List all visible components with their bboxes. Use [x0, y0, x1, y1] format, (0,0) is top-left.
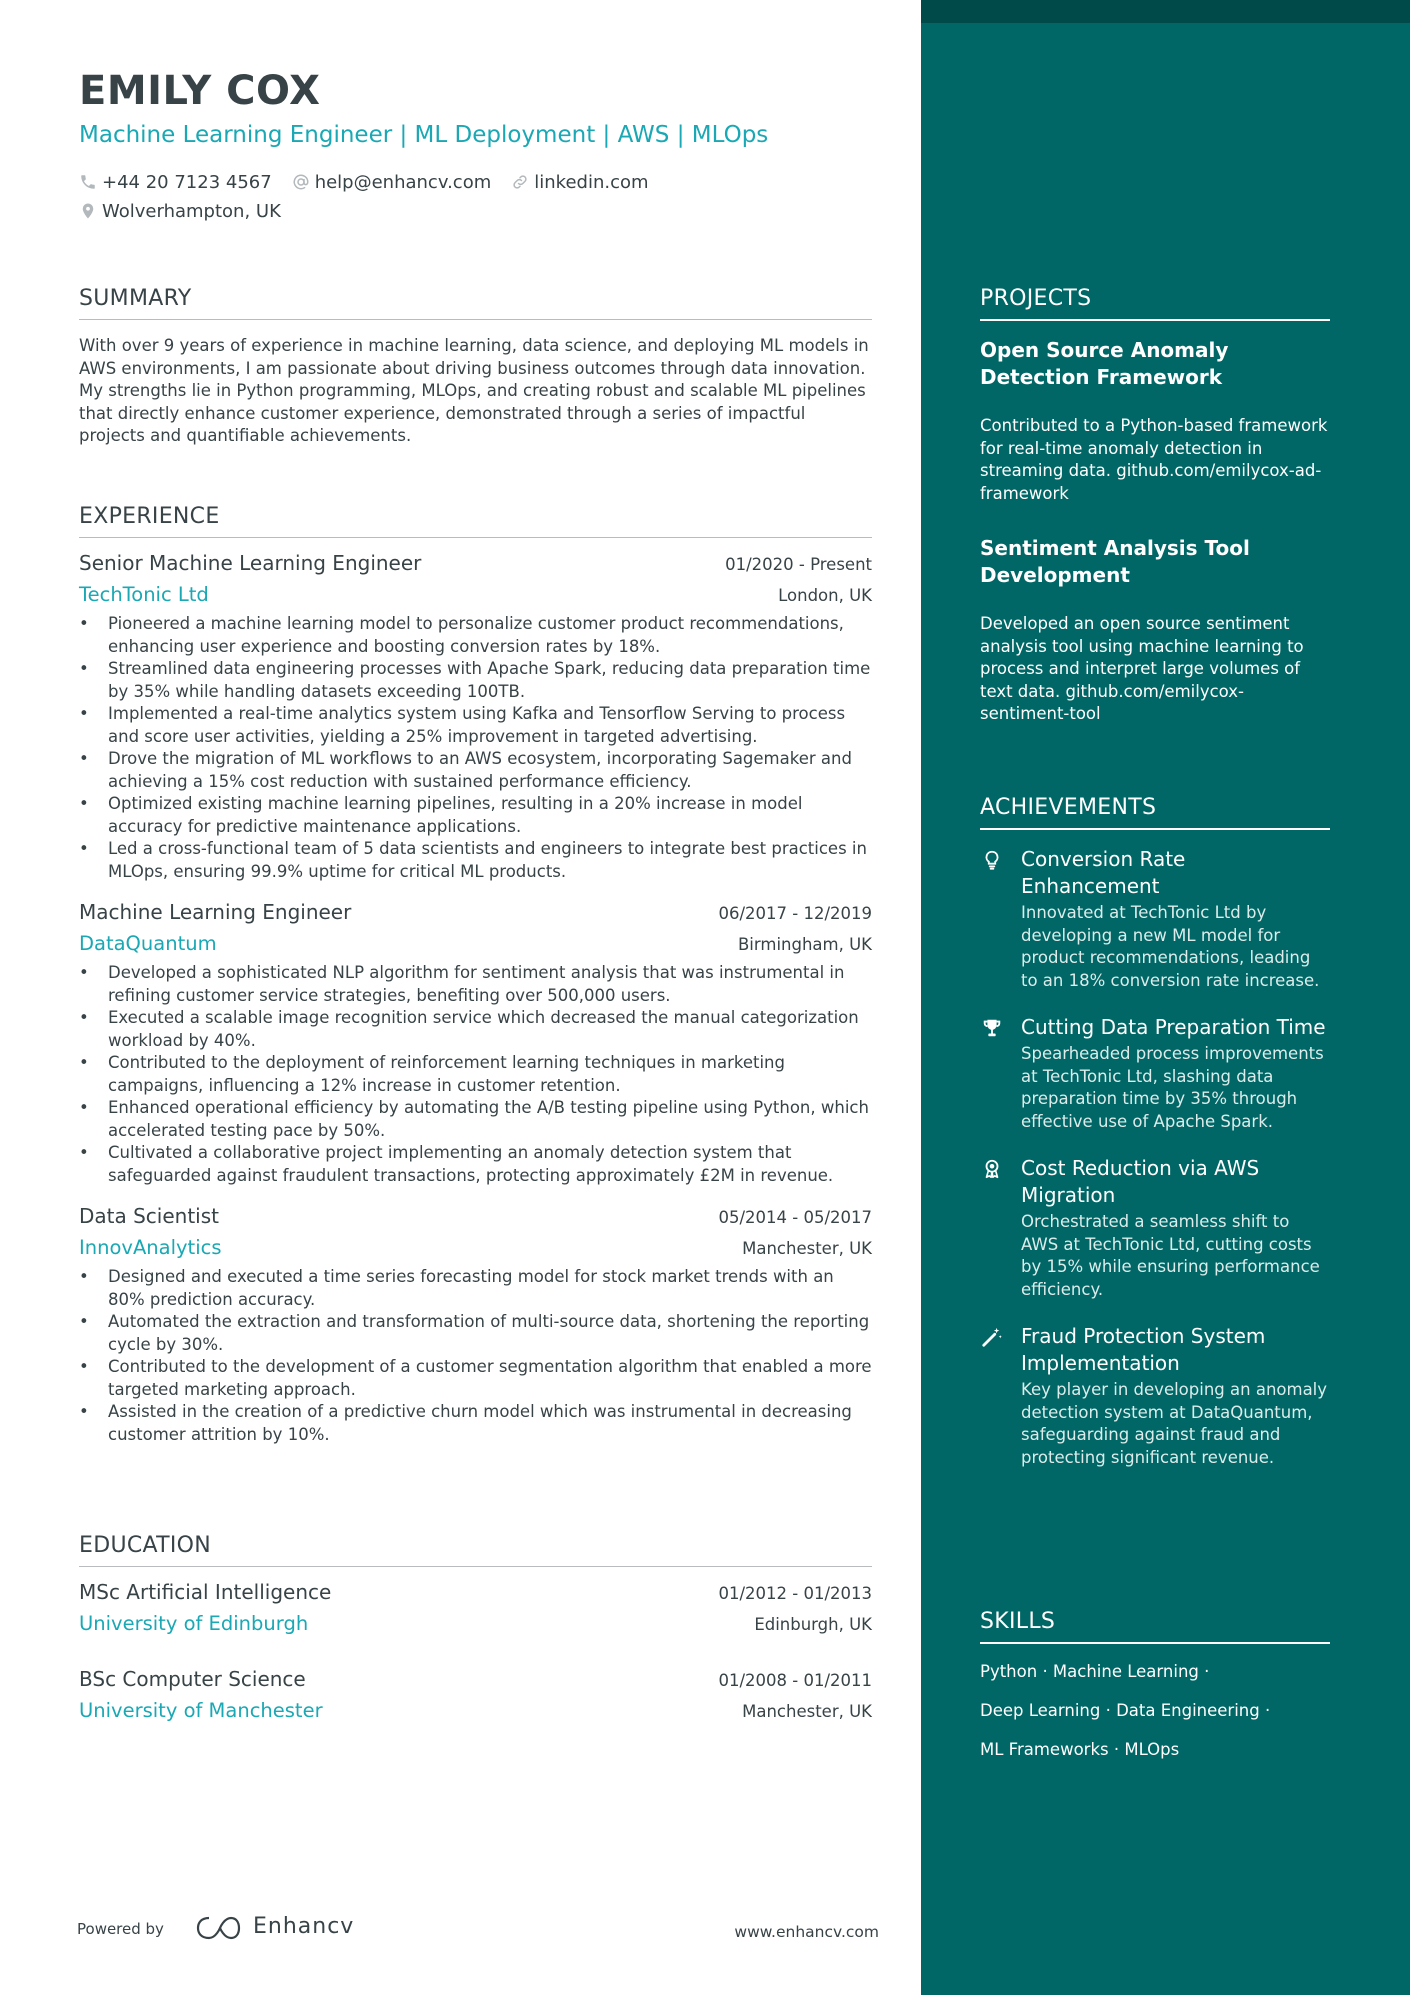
achievement-title: Cost Reduction via AWS Migration [1021, 1156, 1260, 1207]
bullet-item: • Automated the extraction and transformation of multi-source data, shortening the reporting cycle by 30%. [79, 1311, 872, 1356]
job-title: Data Scientist [79, 1204, 219, 1228]
candidate-name: EMILY COX [79, 68, 321, 114]
magic-wand-icon [981, 1326, 1003, 1348]
skills-line: Python · Machine Learning · [980, 1662, 1210, 1681]
summary-title: SUMMARY [79, 286, 872, 320]
headline: Machine Learning Engineer | ML Deployment | AWS | MLOps [79, 122, 769, 148]
project-entry [980, 337, 1330, 505]
job-company: TechTonic Ltd [79, 583, 209, 606]
location-text: Wolverhampton, UK [102, 200, 281, 222]
bullet-item: • Enhanced operational efficiency by automating the A/B testing pipeline using Python, which accelerated testing pace by 50%. [79, 1097, 872, 1142]
project-description: Developed an open source sentiment analysis tool using machine learning to process and interpret large volumes of text data. github.com/emilycox-sentiment-tool [980, 614, 1304, 723]
school: University of Edinburgh [79, 1612, 309, 1635]
achievement-description: Key player in developing an anomaly detection system at DataQuantum, safeguarding against fraud and protecting significant revenue. [1021, 1380, 1328, 1467]
bullet-item: • Executed a scalable image recognition service which decreased the manual categorization workload by 40%. [79, 1007, 872, 1052]
medal-icon [981, 1158, 1003, 1180]
achievements-section [980, 795, 1330, 1469]
school: University of Manchester [79, 1699, 323, 1722]
enhancv-logo-icon[interactable] [195, 1914, 241, 1942]
contact-info [79, 170, 669, 228]
projects-title: PROJECTS [980, 286, 1330, 321]
summary-section [79, 286, 872, 448]
contact-linkedin[interactable] [511, 172, 648, 193]
education-entry [79, 1667, 872, 1729]
job-entry [79, 551, 872, 883]
lightbulb-icon [981, 849, 1003, 871]
project-title: Open Source Anomaly Detection Framework [980, 338, 1229, 389]
job-title: Senior Machine Learning Engineer [79, 551, 422, 575]
bullet-item: • Designed and executed a time series forecasting model for stock market trends with an 80% prediction accuracy. [79, 1266, 872, 1311]
skills-line: ML Frameworks · MLOps [980, 1740, 1180, 1759]
job-dates: 06/2017 - 12/2019 [718, 904, 872, 923]
achievement-title: Cutting Data Preparation Time [1021, 1015, 1326, 1039]
job-location: Birmingham, UK [737, 935, 872, 954]
achievement-entry [980, 846, 1330, 992]
job-dates: 01/2020 - Present [725, 555, 872, 574]
website-link[interactable]: www.enhancv.com [734, 1923, 879, 1941]
location-pin-icon [79, 202, 97, 220]
contact-phone[interactable] [79, 172, 272, 193]
job-entry [79, 1204, 872, 1446]
education-title: EDUCATION [79, 1533, 872, 1567]
brand-name[interactable]: Enhancv [253, 1914, 355, 1939]
bullet-item: • Drove the migration of ML workflows to an AWS ecosystem, incorporating Sagemaker and achieving a 15% cost reduction with sustained performance efficiency. [79, 748, 872, 793]
education-entry [79, 1580, 872, 1642]
education-section [79, 1533, 872, 1729]
linkedin-link: linkedin.com [534, 171, 649, 193]
achievement-title: Conversion Rate Enhancement [1021, 847, 1186, 898]
trophy-icon [981, 1017, 1003, 1039]
achievement-description: Innovated at TechTonic Ltd by developing a new ML model for product recommendations, leading to an 18% conversion rate increase. [1021, 903, 1320, 990]
skills-line: Deep Learning · Data Engineering · [980, 1701, 1271, 1720]
project-title: Sentiment Analysis Tool Development [980, 536, 1250, 587]
powered-by-label: Powered by [77, 1920, 164, 1938]
phone-number: +44 20 7123 4567 [102, 171, 272, 193]
summary-text: With over 9 years of experience in machine learning, data science, and deploying ML models in AWS environments, I am passionate about driving business outcomes through data innovation. My strengths lie in Python programming, MLOps, and creating robust and scalable ML pipelines that directly enhance customer experience, demonstrated through a series of impactful projects and quantifiable achievements. [79, 336, 869, 445]
bullet-item: • Cultivated a collaborative project implementing an anomaly detection system that safeguarded against fraudulent transactions, protecting approximately £2M in revenue. [79, 1142, 872, 1187]
degree: BSc Computer Science [79, 1667, 306, 1691]
bullet-item: • Contributed to the deployment of reinforcement learning techniques in marketing campaigns, influencing a 12% increase in customer retention. [79, 1052, 872, 1097]
contact-email[interactable] [292, 172, 492, 193]
job-location: Manchester, UK [742, 1239, 872, 1258]
job-bullets [79, 962, 872, 1187]
education-dates: 01/2012 - 01/2013 [718, 1584, 872, 1603]
bullet-item: • Developed a sophisticated NLP algorithm for sentiment analysis that was instrumental in refining customer service strategies, benefiting over 500,000 users. [79, 962, 872, 1007]
bullet-item: • Implemented a real-time analytics system using Kafka and Tensorflow Serving to process and score user activities, yielding a 25% improvement in targeted advertising. [79, 703, 872, 748]
email-address: help@enhancv.com [314, 171, 492, 193]
degree: MSc Artificial Intelligence [79, 1580, 332, 1604]
achievement-description: Spearheaded process improvements at TechTonic Ltd, slashing data preparation time by 35% through effective use of Apache Spark. [1021, 1044, 1324, 1131]
footer [77, 1912, 879, 1952]
achievement-description: Orchestrated a seamless shift to AWS at TechTonic Ltd, cutting costs by 15% while ensuring performance efficiency. [1021, 1212, 1320, 1299]
projects-section [980, 286, 1330, 726]
bullet-item: • Led a cross-functional team of 5 data scientists and engineers to integrate best practices in MLOps, ensuring 99.9% uptime for critical ML products. [79, 838, 872, 883]
school-location: Manchester, UK [742, 1702, 872, 1721]
job-entry [79, 900, 872, 1187]
bullet-item: • Assisted in the creation of a predictive churn model which was instrumental in decreasing customer attrition by 10%. [79, 1401, 872, 1446]
skills-title: SKILLS [980, 1609, 1330, 1644]
education-dates: 01/2008 - 01/2011 [718, 1671, 872, 1690]
achievements-title: ACHIEVEMENTS [980, 795, 1330, 830]
bullet-item: • Streamlined data engineering processes with Apache Spark, reducing data preparation time by 35% while handling datasets exceeding 100TB. [79, 658, 872, 703]
sidebar-top-bar [921, 0, 1410, 23]
project-entry [980, 535, 1330, 726]
job-bullets [79, 1266, 872, 1446]
job-dates: 05/2014 - 05/2017 [718, 1208, 872, 1227]
achievement-entry [980, 1323, 1330, 1469]
experience-title: EXPERIENCE [79, 504, 872, 538]
school-location: Edinburgh, UK [754, 1615, 872, 1634]
job-bullets [79, 613, 872, 883]
achievement-entry [980, 1155, 1330, 1301]
job-company: DataQuantum [79, 932, 217, 955]
job-location: London, UK [778, 586, 872, 605]
achievement-entry [980, 1014, 1330, 1133]
contact-location [79, 201, 281, 222]
job-company: InnovAnalytics [79, 1236, 222, 1259]
job-title: Machine Learning Engineer [79, 900, 352, 924]
bullet-item: • Optimized existing machine learning pipelines, resulting in a 20% increase in model accuracy for predictive maintenance applications. [79, 793, 872, 838]
at-icon [292, 173, 310, 191]
phone-icon [79, 173, 97, 191]
link-icon [511, 173, 529, 191]
skills-section [980, 1609, 1330, 1761]
bullet-item: • Pioneered a machine learning model to personalize customer product recommendations, enhancing user experience and boosting conversion rates by 18%. [79, 613, 872, 658]
project-description: Contributed to a Python-based framework for real-time anomaly detection in streaming data. github.com/emilycox-ad-framework [980, 416, 1328, 503]
experience-section [79, 504, 872, 1446]
achievement-title: Fraud Protection System Implementation [1021, 1324, 1266, 1375]
bullet-item: • Contributed to the development of a customer segmentation algorithm that enabled a more targeted marketing approach. [79, 1356, 872, 1401]
